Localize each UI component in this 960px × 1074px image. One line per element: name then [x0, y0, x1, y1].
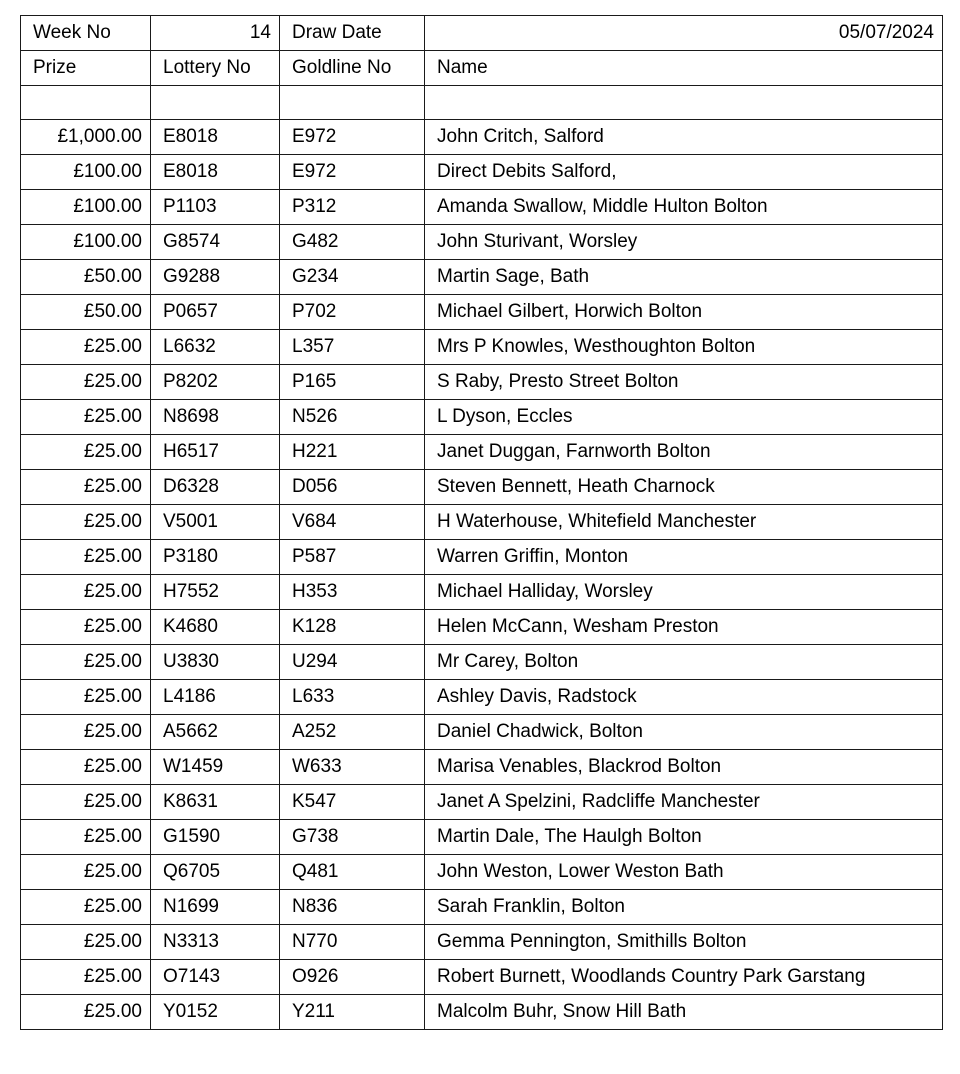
week-label: Week No — [21, 16, 151, 51]
lottery-no-cell: U3830 — [151, 645, 280, 680]
column-header-row — [21, 51, 943, 86]
name-cell: Robert Burnett, Woodlands Country Park Garstang — [425, 960, 943, 995]
goldline-no-cell: A252 — [280, 715, 425, 750]
lottery-no-cell: A5662 — [151, 715, 280, 750]
table-row — [21, 470, 943, 505]
goldline-no-cell: P165 — [280, 365, 425, 400]
goldline-no-cell: L633 — [280, 680, 425, 715]
lottery-no-cell: V5001 — [151, 505, 280, 540]
prize-cell: £25.00 — [21, 960, 151, 995]
name-cell: Sarah Franklin, Bolton — [425, 890, 943, 925]
table-row — [21, 960, 943, 995]
name-cell: S Raby, Presto Street Bolton — [425, 365, 943, 400]
table-row — [21, 365, 943, 400]
prize-cell: £25.00 — [21, 680, 151, 715]
goldline-no-cell: D056 — [280, 470, 425, 505]
name-cell: Mrs P Knowles, Westhoughton Bolton — [425, 330, 943, 365]
goldline-no-cell: G482 — [280, 225, 425, 260]
goldline-no-cell: O926 — [280, 960, 425, 995]
lottery-no-cell: G8574 — [151, 225, 280, 260]
blank-cell — [21, 86, 151, 120]
table-row — [21, 820, 943, 855]
prize-cell: £25.00 — [21, 400, 151, 435]
blank-cell — [425, 86, 943, 120]
name-cell: Ashley Davis, Radstock — [425, 680, 943, 715]
prize-cell: £50.00 — [21, 295, 151, 330]
name-cell: John Weston, Lower Weston Bath — [425, 855, 943, 890]
draw-date-value: 05/07/2024 — [425, 16, 943, 51]
lottery-no-cell: L6632 — [151, 330, 280, 365]
goldline-no-cell: K128 — [280, 610, 425, 645]
lottery-no-cell: G9288 — [151, 260, 280, 295]
prize-cell: £25.00 — [21, 540, 151, 575]
lottery-no-cell: N3313 — [151, 925, 280, 960]
goldline-no-cell: V684 — [280, 505, 425, 540]
blank-row — [21, 86, 943, 120]
goldline-no-cell: P312 — [280, 190, 425, 225]
header-row-week — [21, 16, 943, 51]
table-row — [21, 120, 943, 155]
column-header-lottery-no: Lottery No — [151, 51, 280, 86]
name-cell: Janet A Spelzini, Radcliffe Manchester — [425, 785, 943, 820]
prize-cell: £25.00 — [21, 470, 151, 505]
lottery-no-cell: Y0152 — [151, 995, 280, 1030]
name-cell: Warren Griffin, Monton — [425, 540, 943, 575]
table-row — [21, 435, 943, 470]
name-cell: Mr Carey, Bolton — [425, 645, 943, 680]
prize-cell: £25.00 — [21, 365, 151, 400]
lottery-no-cell: K8631 — [151, 785, 280, 820]
table-row — [21, 190, 943, 225]
name-cell: Daniel Chadwick, Bolton — [425, 715, 943, 750]
prize-cell: £25.00 — [21, 785, 151, 820]
prize-cell: £100.00 — [21, 155, 151, 190]
prize-cell: £25.00 — [21, 575, 151, 610]
table-row — [21, 680, 943, 715]
table-row — [21, 400, 943, 435]
goldline-no-cell: L357 — [280, 330, 425, 365]
column-header-name: Name — [425, 51, 943, 86]
goldline-no-cell: P587 — [280, 540, 425, 575]
goldline-no-cell: P702 — [280, 295, 425, 330]
name-cell: Michael Halliday, Worsley — [425, 575, 943, 610]
lottery-no-cell: K4680 — [151, 610, 280, 645]
name-cell: Martin Sage, Bath — [425, 260, 943, 295]
lottery-no-cell: D6328 — [151, 470, 280, 505]
lottery-no-cell: E8018 — [151, 120, 280, 155]
prize-cell: £25.00 — [21, 925, 151, 960]
name-cell: Malcolm Buhr, Snow Hill Bath — [425, 995, 943, 1030]
goldline-no-cell: Q481 — [280, 855, 425, 890]
table-row — [21, 715, 943, 750]
lottery-results-table — [20, 15, 943, 1030]
goldline-no-cell: E972 — [280, 155, 425, 190]
table-row — [21, 925, 943, 960]
name-cell: Marisa Venables, Blackrod Bolton — [425, 750, 943, 785]
goldline-no-cell: N770 — [280, 925, 425, 960]
goldline-no-cell: N526 — [280, 400, 425, 435]
lottery-no-cell: N1699 — [151, 890, 280, 925]
goldline-no-cell: G738 — [280, 820, 425, 855]
name-cell: Gemma Pennington, Smithills Bolton — [425, 925, 943, 960]
prize-cell: £25.00 — [21, 645, 151, 680]
lottery-no-cell: P1103 — [151, 190, 280, 225]
lottery-no-cell: E8018 — [151, 155, 280, 190]
table-row — [21, 610, 943, 645]
lottery-no-cell: L4186 — [151, 680, 280, 715]
week-value: 14 — [151, 16, 280, 51]
goldline-no-cell: N836 — [280, 890, 425, 925]
table-row — [21, 995, 943, 1030]
lottery-no-cell: P3180 — [151, 540, 280, 575]
goldline-no-cell: Y211 — [280, 995, 425, 1030]
prize-cell: £25.00 — [21, 435, 151, 470]
name-cell: Janet Duggan, Farnworth Bolton — [425, 435, 943, 470]
column-header-prize: Prize — [21, 51, 151, 86]
lottery-no-cell: N8698 — [151, 400, 280, 435]
goldline-no-cell: W633 — [280, 750, 425, 785]
name-cell: Direct Debits Salford, — [425, 155, 943, 190]
table-row — [21, 155, 943, 190]
name-cell: Martin Dale, The Haulgh Bolton — [425, 820, 943, 855]
blank-cell — [151, 86, 280, 120]
prize-cell: £25.00 — [21, 330, 151, 365]
table-row — [21, 330, 943, 365]
name-cell: Steven Bennett, Heath Charnock — [425, 470, 943, 505]
prize-cell: £25.00 — [21, 750, 151, 785]
goldline-no-cell: H353 — [280, 575, 425, 610]
table-row — [21, 645, 943, 680]
lottery-no-cell: H7552 — [151, 575, 280, 610]
draw-date-label: Draw Date — [280, 16, 425, 51]
lottery-no-cell: H6517 — [151, 435, 280, 470]
name-cell: John Sturivant, Worsley — [425, 225, 943, 260]
prize-cell: £25.00 — [21, 890, 151, 925]
prize-cell: £100.00 — [21, 190, 151, 225]
goldline-no-cell: H221 — [280, 435, 425, 470]
blank-cell — [280, 86, 425, 120]
prize-cell: £25.00 — [21, 855, 151, 890]
prize-cell: £25.00 — [21, 610, 151, 645]
lottery-no-cell: O7143 — [151, 960, 280, 995]
table-body — [21, 16, 943, 1030]
lottery-no-cell: P0657 — [151, 295, 280, 330]
table-row — [21, 785, 943, 820]
name-cell: John Critch, Salford — [425, 120, 943, 155]
table-row — [21, 225, 943, 260]
prize-cell: £25.00 — [21, 820, 151, 855]
lottery-no-cell: P8202 — [151, 365, 280, 400]
name-cell: H Waterhouse, Whitefield Manchester — [425, 505, 943, 540]
lottery-no-cell: Q6705 — [151, 855, 280, 890]
name-cell: Michael Gilbert, Horwich Bolton — [425, 295, 943, 330]
goldline-no-cell: K547 — [280, 785, 425, 820]
prize-cell: £25.00 — [21, 505, 151, 540]
prize-cell: £25.00 — [21, 995, 151, 1030]
table-row — [21, 295, 943, 330]
table-row — [21, 750, 943, 785]
table-row — [21, 505, 943, 540]
name-cell: Amanda Swallow, Middle Hulton Bolton — [425, 190, 943, 225]
prize-cell: £50.00 — [21, 260, 151, 295]
table-row — [21, 575, 943, 610]
prize-cell: £100.00 — [21, 225, 151, 260]
column-header-goldline-no: Goldline No — [280, 51, 425, 86]
table-row — [21, 855, 943, 890]
goldline-no-cell: E972 — [280, 120, 425, 155]
name-cell: L Dyson, Eccles — [425, 400, 943, 435]
name-cell: Helen McCann, Wesham Preston — [425, 610, 943, 645]
prize-cell: £1,000.00 — [21, 120, 151, 155]
goldline-no-cell: U294 — [280, 645, 425, 680]
table-row — [21, 540, 943, 575]
table-row — [21, 260, 943, 295]
lottery-no-cell: W1459 — [151, 750, 280, 785]
table-row — [21, 890, 943, 925]
lottery-no-cell: G1590 — [151, 820, 280, 855]
prize-cell: £25.00 — [21, 715, 151, 750]
goldline-no-cell: G234 — [280, 260, 425, 295]
